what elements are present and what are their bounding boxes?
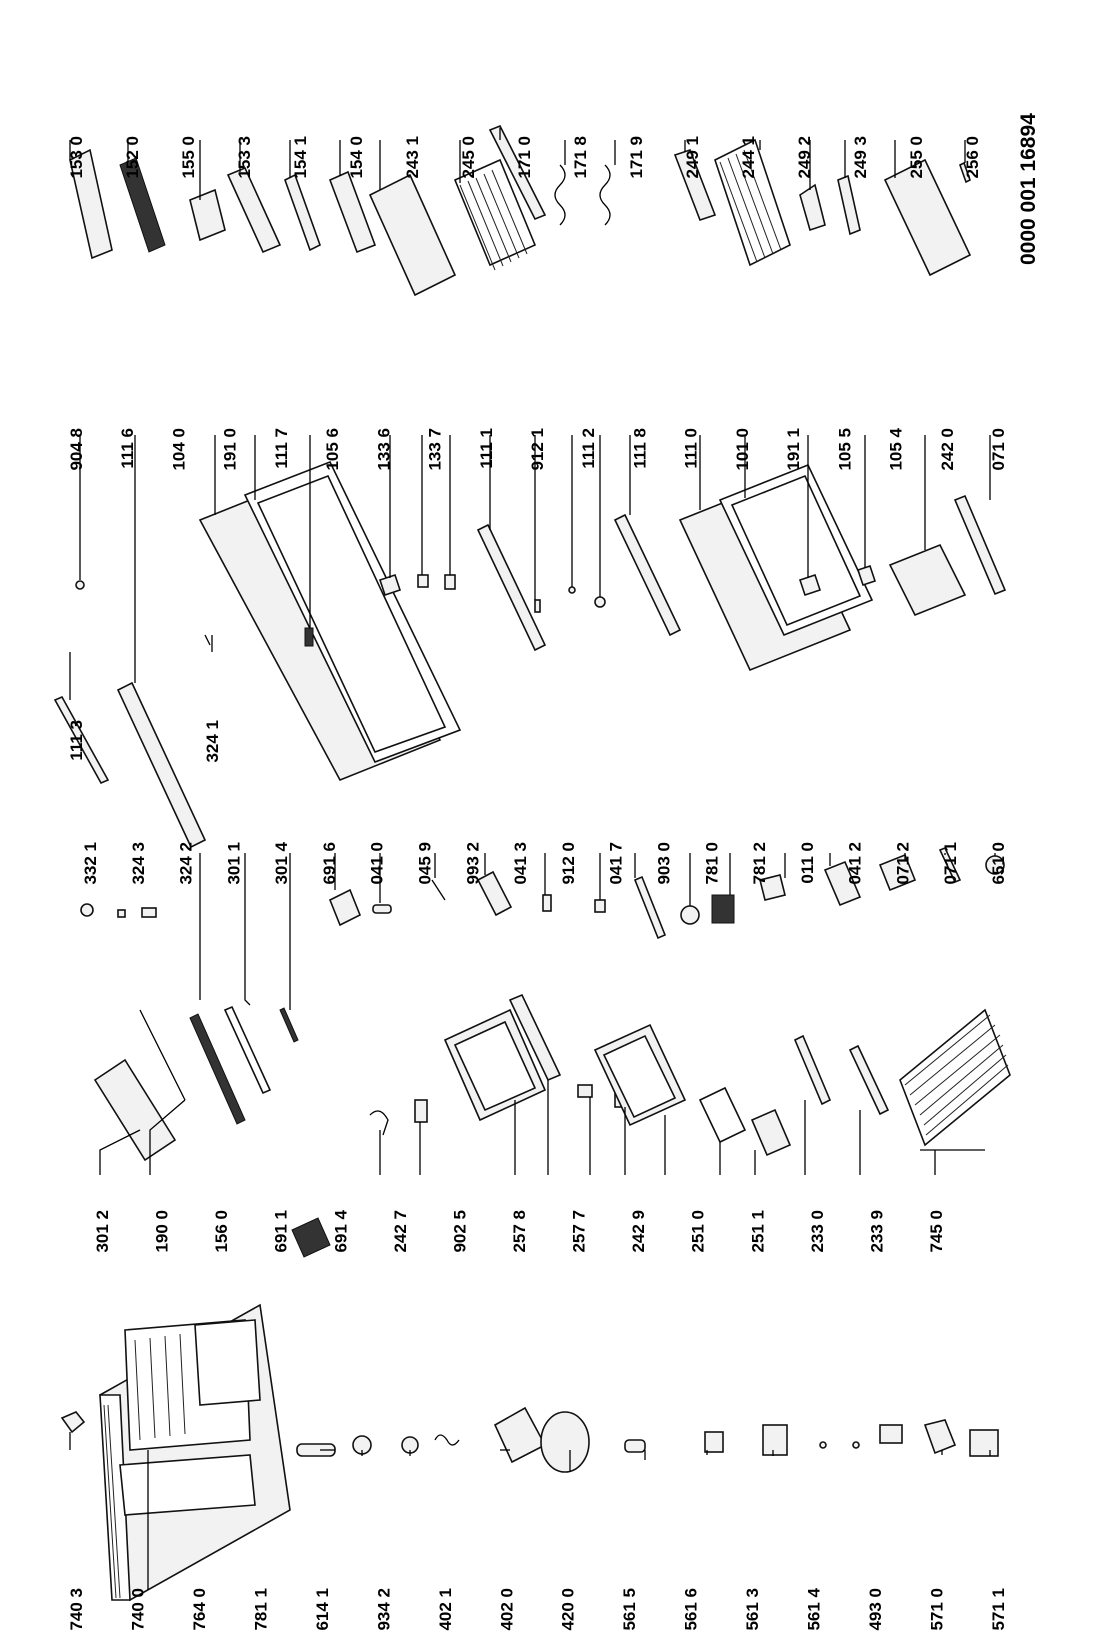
part-903-0-drawing: [635, 877, 665, 938]
part-number-label: 301 1: [224, 842, 244, 885]
part-number-label: 912 1: [528, 428, 547, 471]
part-number-label: 111 8: [630, 428, 650, 469]
part-571-0-drawing: [925, 1420, 955, 1453]
part-156-0-drawing: [292, 1218, 330, 1257]
part-number-label: 111 0: [681, 428, 701, 469]
part-324-2-drawing: [142, 908, 156, 917]
part-402-1-drawing: [495, 1408, 545, 1462]
part-number-label: 041 3: [511, 842, 531, 885]
part-number-label: 105 5: [835, 428, 855, 471]
part-781-0-drawing: [681, 906, 699, 924]
part-561-6-drawing: [763, 1425, 787, 1455]
part-171-8-drawing: [555, 165, 565, 225]
part-493-0-drawing: [880, 1425, 902, 1443]
part-740-3-drawing: [62, 1412, 84, 1432]
part-number-label: 104 0: [169, 428, 189, 471]
part-154-1-drawing: [285, 175, 320, 250]
part-041-3-drawing: [478, 872, 511, 915]
part-number-label: 111 6: [118, 428, 138, 469]
part-number-label: 111 7: [271, 428, 291, 469]
part-324-1-drawing: [205, 635, 210, 645]
drawing-code: 0000 001 16894: [1017, 113, 1040, 265]
part-041-7-drawing: [595, 900, 605, 912]
part-number-label: 071 1: [941, 842, 961, 885]
part-number-label: 111 3: [67, 720, 86, 761]
part-420-0-drawing: [625, 1440, 645, 1452]
part-number-label: 171 9: [627, 136, 646, 179]
part-number-label: 242 9: [629, 1210, 649, 1253]
part-301-4-drawing: [225, 1007, 270, 1093]
part-number-label: 332 1: [81, 842, 100, 885]
part-155-0-drawing: [190, 190, 225, 240]
part-number-label: 233 9: [867, 1210, 887, 1253]
part-249-2-drawing: [800, 185, 825, 230]
part-number-label: 301 4: [272, 842, 292, 885]
part-691-1-drawing: [370, 1111, 388, 1135]
part-number-label: 912 0: [558, 842, 578, 885]
part-number-label: 691 6: [319, 842, 339, 885]
part-171-9-drawing: [600, 165, 610, 225]
part-number-label: 324 1: [203, 720, 222, 763]
part-133-7-drawing: [445, 575, 455, 589]
part-number-label: 153 3: [235, 136, 254, 179]
part-242-0-drawing: [890, 545, 965, 615]
part-number-label: 244 1: [739, 136, 758, 179]
part-111-6-drawing: [118, 683, 205, 847]
part-number-label: 651 0: [989, 842, 1008, 885]
part-number-label: 561 5: [620, 1588, 640, 1631]
compressor-drawing: [541, 1412, 589, 1472]
part-190-0-drawing: [140, 1010, 185, 1100]
part-number-label: 153 0: [67, 136, 86, 179]
part-332-1-drawing: [81, 904, 93, 916]
part-233-9-drawing: [850, 1046, 888, 1114]
part-324-3-drawing: [118, 910, 125, 917]
part-number-label: 249 2: [795, 136, 814, 179]
freezer-door-drawing: [200, 462, 460, 780]
part-drawings: [55, 126, 1010, 1600]
part-045-9-drawing: [373, 905, 391, 913]
part-number-label: 257 7: [569, 1210, 589, 1253]
part-number-label: 156 0: [212, 1210, 232, 1253]
part-257-8-drawing: [578, 1085, 592, 1097]
part-number-label: 324 3: [128, 842, 148, 885]
part-number-label: 324 2: [176, 842, 196, 885]
part-number-label: 256 0: [963, 136, 982, 179]
part-154-0-drawing: [330, 172, 375, 252]
part-243-1-drawing: [370, 175, 455, 295]
part-number-label: 903 0: [654, 842, 674, 885]
cabinet-drawing: [100, 1305, 290, 1600]
part-912-0-drawing: [543, 895, 551, 911]
part-number-label: 402 1: [435, 1588, 455, 1631]
part-number-label: 191 0: [220, 428, 240, 471]
part-number-label: 904 8: [67, 428, 86, 471]
part-number-label: 301 2: [93, 1210, 112, 1253]
part-571-1-drawing: [970, 1430, 998, 1456]
part-number-label: 420 0: [558, 1588, 578, 1631]
part-number-label: 171 0: [515, 136, 534, 179]
part-153-3-drawing: [228, 168, 280, 252]
part-number-label: 171 8: [571, 136, 590, 179]
part-number-label: 561 3: [743, 1588, 763, 1631]
part-133-6-drawing: [418, 575, 428, 587]
part-number-label: 493 0: [866, 1588, 886, 1631]
part-number-label: 071 0: [989, 428, 1008, 471]
part-691-6-drawing: [280, 1008, 298, 1042]
part-number-label: 251 1: [748, 1210, 768, 1253]
part-561-3-drawing: [820, 1442, 826, 1448]
part-111-7-drawing: [305, 628, 313, 646]
part-251-0-drawing: [700, 1088, 745, 1142]
part-number-label: 614 1: [312, 1588, 332, 1631]
part-number-label: 154 0: [347, 136, 366, 179]
part-number-label: 740 0: [128, 1588, 148, 1631]
condenser-drawing: [900, 1010, 1010, 1150]
part-number-label: 111 2: [579, 428, 599, 469]
part-301-2-drawing: [95, 1060, 175, 1160]
part-255-0-drawing: [885, 160, 970, 275]
part-number-label: 233 0: [807, 1210, 827, 1253]
part-number-label: 764 0: [189, 1588, 209, 1631]
part-number-label: 243 1: [403, 136, 422, 179]
part-number-label: 781 1: [251, 1588, 271, 1631]
part-number-label: 242 0: [937, 428, 957, 471]
part-561-5-drawing: [705, 1432, 723, 1452]
part-number-label: 155 0: [179, 136, 198, 179]
part-number-label: 902 5: [450, 1210, 470, 1253]
part-number-label: 249 1: [683, 136, 702, 179]
part-041-0-drawing: [330, 890, 360, 925]
part-934-2-drawing: [435, 1435, 459, 1445]
part-number-label: 781 0: [702, 842, 722, 885]
part-number-label: 993 2: [463, 842, 483, 885]
part-number-label: 257 8: [510, 1210, 529, 1253]
part-number-label: 154 1: [291, 136, 310, 179]
part-number-label: 571 0: [927, 1588, 947, 1631]
part-number-label: 133 7: [425, 428, 445, 471]
part-number-label: 041 0: [367, 842, 387, 885]
part-number-label: 745 0: [927, 1210, 946, 1253]
part-number-label: 402 0: [497, 1588, 517, 1631]
part-number-label: 071 2: [893, 842, 913, 885]
part-number-label: 934 2: [374, 1588, 394, 1631]
fridge-door-drawing: [680, 465, 872, 670]
part-number-label: 011 0: [797, 842, 817, 884]
part-561-4-drawing: [853, 1442, 859, 1448]
part-number-label: 152 0: [123, 136, 142, 179]
part-number-label: 105 4: [886, 428, 906, 471]
part-number-label: 561 4: [804, 1588, 824, 1631]
part-number-label: 249 3: [851, 136, 870, 179]
part-071-0-drawing: [955, 496, 1005, 594]
part-111-2-drawing: [569, 587, 575, 593]
part-number-label: 190 0: [152, 1210, 172, 1253]
part-251-1-drawing: [752, 1110, 790, 1155]
part-number-label: 242 7: [390, 1210, 410, 1253]
part-111-8-drawing: [595, 597, 605, 607]
part-904-8-drawing: [76, 581, 84, 589]
part-number-label: 111 1: [476, 428, 496, 469]
part-691-4-drawing: [415, 1100, 427, 1122]
part-number-label: 105 6: [323, 428, 343, 471]
part-number-label: 191 1: [784, 428, 804, 471]
part-number-label: 041 7: [606, 842, 626, 885]
part-number-label: 691 1: [271, 1210, 291, 1253]
part-number-label: 045 9: [415, 842, 435, 885]
part-number-label: 041 2: [845, 842, 865, 885]
part-249-3-drawing: [838, 176, 860, 234]
part-912-1-drawing: [535, 600, 540, 612]
part-number-label: 740 3: [67, 1588, 86, 1631]
part-111-0-drawing: [615, 515, 680, 635]
part-number-label: 255 0: [907, 136, 926, 179]
part-233-0-drawing: [795, 1036, 830, 1104]
part-number-label: 571 1: [989, 1588, 1008, 1631]
part-number-label: 245 0: [459, 136, 478, 179]
part-number-label: 691 4: [331, 1210, 351, 1253]
part-number-label: 133 6: [374, 428, 394, 471]
part-781-2-drawing: [712, 895, 734, 923]
part-number-label: 251 0: [688, 1210, 708, 1253]
part-number-label: 561 6: [681, 1588, 701, 1631]
part-number-label: 781 2: [750, 842, 770, 885]
part-number-label: 101 0: [732, 428, 752, 471]
